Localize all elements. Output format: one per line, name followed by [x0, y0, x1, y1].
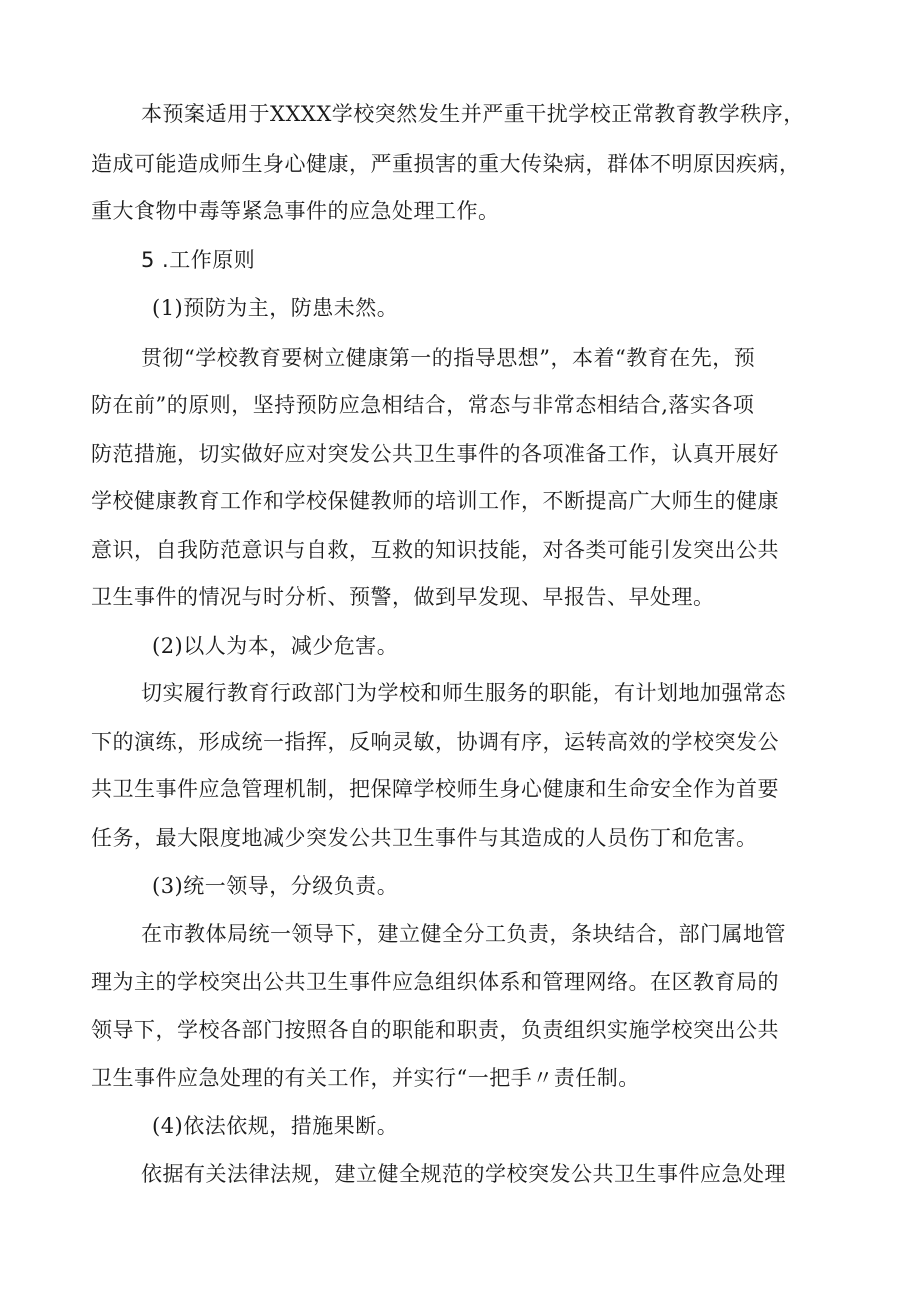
principle-2-line-3: 共卫生事件应急管理机制，把保障学校师生身心健康和生命安全作为首要	[91, 777, 779, 801]
principle-2-line-4: 任务，最大限度地减少突发公共卫生事件与其造成的人员伤丁和危害。	[91, 826, 758, 850]
principle-3-line-4: 卫生事件应急处理的有关工作，并实行“一把手〃责任制。	[91, 1066, 640, 1090]
section-heading: 5 .工作原则	[141, 248, 256, 272]
principle-4-line-1: 依据有关法律法规，建立健全规范的学校突发公共卫生事件应急处理	[141, 1162, 786, 1186]
principle-1-line-6: 卫生事件的情况与时分析、预警，做到早发现、早报告、早处理。	[91, 585, 715, 609]
principle-1-line-4: 学校健康教育工作和学校保健教师的培训工作，不断提高广大师生的健康	[91, 489, 779, 513]
principle-2-line-2: 下的演练，形成统一指挥，反响灵敏，协调有序，运转高效的学校突发公	[91, 730, 779, 754]
principle-3-line-3: 领导下，学校各部门按照各自的职能和职责，负责组织实施学校突出公共	[91, 1018, 779, 1042]
principle-3-line-2: 理为主的学校突出公共卫生事件应急组织体系和管理网络。在区教育局的	[91, 970, 779, 994]
scope-line-2: 造成可能造成师生身心健康，严重损害的重大传染病，群体不明原因疾病，	[91, 152, 801, 176]
principle-2-line-1: 切实履行教育行政部门为学校和师生服务的职能，有计划地加强常态	[141, 681, 786, 705]
principle-1-line-3: 防范措施，切实做好应对突发公共卫生事件的各项准备工作，认真开展好	[91, 442, 779, 466]
principle-3-title: (3)统一领导，分级负责。	[152, 874, 399, 898]
principle-3-line-1: 在市教体局统一领导下，建立健全分工负责，条块结合，部门属地管	[141, 922, 786, 946]
principle-1-line-2: 防在前”的原则，坚持预防应急相结合，常态与非常态相结合,落实各项	[91, 393, 755, 417]
scope-line-1: 本预案适用于XXXX学校突然发生并严重干扰学校正常教育教学秩序，	[141, 102, 805, 126]
principle-1-line-5: 意识，自我防范意识与自救，互救的知识技能，对各类可能引发突出公共	[91, 538, 779, 562]
principle-2-title: (2)以人为本，减少危害。	[152, 634, 399, 658]
principle-1-title: (1)预防为主，防患未然。	[152, 296, 399, 320]
scope-line-3: 重大食物中毒等紧急事件的应急处理工作。	[91, 199, 500, 223]
principle-1-line-1: 贯彻“学校教育要树立健康第一的指导思想”，本着“教育在先，预	[141, 346, 756, 370]
principle-4-title: (4)依法依规，措施果断。	[152, 1114, 399, 1138]
